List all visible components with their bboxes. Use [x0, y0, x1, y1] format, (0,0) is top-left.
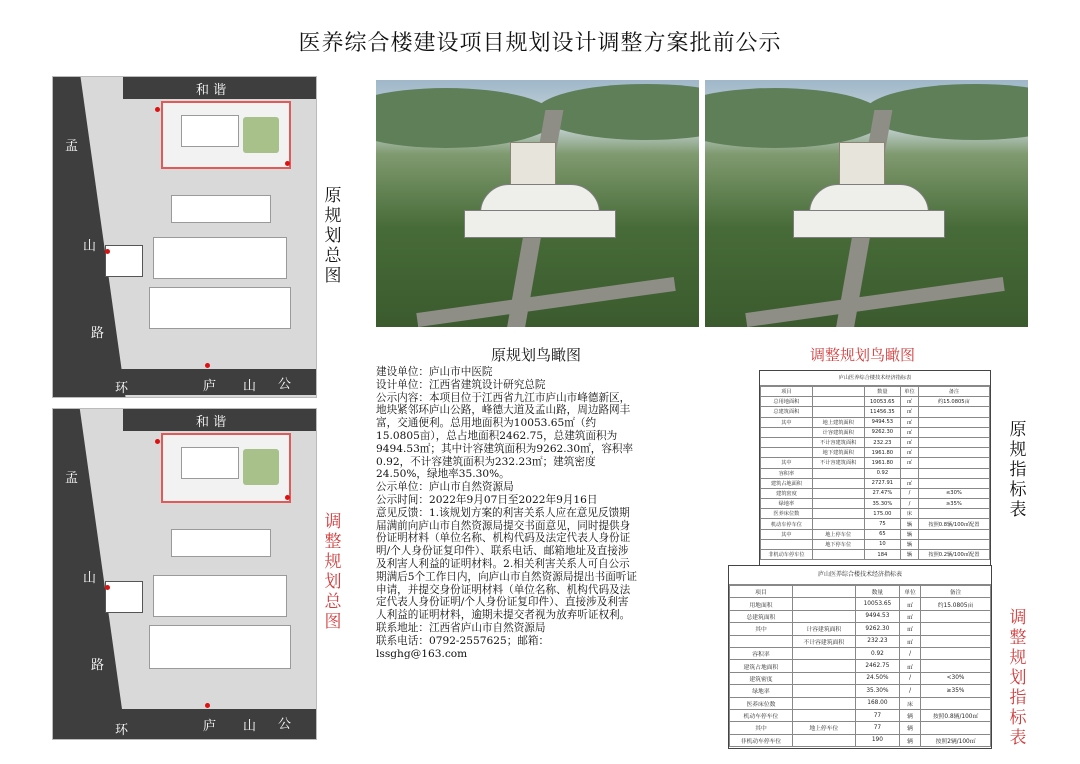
table-cell: 总建筑面积: [761, 407, 813, 417]
table-cell: [792, 697, 855, 709]
road-label-bottom-2: 庐: [203, 719, 217, 734]
table-cell: 其中: [761, 529, 813, 539]
table-caption: 庐山医养综合楼技术经济指标表: [729, 566, 991, 585]
road-label-left-1: 孟: [65, 139, 79, 154]
adjusted-index-table: [728, 565, 992, 749]
road-south: [53, 709, 316, 739]
tower-building: [510, 142, 556, 190]
table-cell: 辆: [900, 722, 921, 734]
table-row: [730, 635, 991, 647]
adjusted-master-plan: [52, 408, 317, 740]
label-original-plan: 原规划总图: [324, 186, 342, 286]
table-cell: 辆: [900, 734, 921, 746]
table-cell: [792, 647, 855, 659]
table-cell: [761, 539, 813, 549]
table-cell: 9262.30: [864, 427, 901, 437]
table-cell: 其中: [761, 417, 813, 427]
road: [416, 277, 675, 327]
caption-adjusted-aerial: 调整规划鸟瞰图: [810, 346, 916, 364]
label-adjusted-plan: 调整规划总图: [324, 512, 342, 632]
table-cell: 辆: [901, 519, 919, 529]
table-cell: [812, 407, 864, 417]
table-cell: 不计容建筑面积: [792, 635, 855, 647]
table-cell: /: [900, 647, 921, 659]
table-cell: [918, 509, 989, 519]
table-cell: 27.47%: [864, 488, 901, 498]
table-cell: 9494.53: [864, 417, 901, 427]
table-row: [730, 697, 991, 709]
table-row: [730, 660, 991, 672]
table-cell: [812, 499, 864, 509]
table-cell: 按照2辆/100㎡: [921, 734, 991, 746]
table-cell: [921, 722, 991, 734]
table-cell: [792, 586, 855, 598]
table-cell: 建筑密度: [761, 488, 813, 498]
table-cell: ㎡: [901, 437, 919, 447]
road-label-bottom-2: 庐: [203, 379, 217, 394]
road-label-bottom-1: 环: [115, 723, 129, 738]
table-cell: 容积率: [730, 647, 793, 659]
table-row: [761, 427, 990, 437]
building-d: [149, 287, 291, 329]
table-row: [761, 529, 990, 539]
table-cell: 175.00: [864, 509, 901, 519]
table-cell: 75: [864, 519, 901, 529]
table-cell: 不计容建筑面积: [812, 458, 864, 468]
table-cell: 按照0.2辆/100㎡配置: [918, 550, 989, 560]
table-cell: ≥35%: [918, 499, 989, 509]
table-cell: 计容建筑面积: [812, 427, 864, 437]
table-cell: 0.92: [864, 468, 901, 478]
notice-line: 公示单位：庐山市自然资源局: [376, 481, 514, 494]
table-cell: ㎡: [900, 598, 921, 610]
table-cell: 190: [855, 734, 899, 746]
table-cell: [918, 448, 989, 458]
table-cell: ㎡: [900, 635, 921, 647]
road: [745, 277, 1004, 327]
table-cell: [921, 647, 991, 659]
table-row: [730, 685, 991, 697]
hill: [705, 88, 885, 148]
table-cell: [812, 550, 864, 560]
table-cell: 建筑占地面积: [730, 660, 793, 672]
table-cell: [812, 387, 864, 397]
table-row: [761, 407, 990, 417]
table-row: [761, 478, 990, 488]
table-cell: 辆: [901, 539, 919, 549]
table-cell: 2462.75: [855, 660, 899, 672]
table-cell: [921, 697, 991, 709]
table-cell: 总用地面积: [761, 397, 813, 407]
table-cell: [918, 417, 989, 427]
table-cell: 77: [855, 722, 899, 734]
table-cell: 建筑占地面积: [761, 478, 813, 488]
table-cell: 约15.0805亩: [918, 397, 989, 407]
table-cell: [918, 407, 989, 417]
road-label-left-3: 路: [91, 658, 105, 673]
table-row: [761, 488, 990, 498]
table-cell: 地下建筑面积: [812, 448, 864, 458]
hill: [376, 88, 556, 148]
base-building: [793, 210, 945, 238]
building-c: [153, 237, 287, 279]
table-cell: 医养床位数: [730, 697, 793, 709]
table-cell: [792, 734, 855, 746]
table-cell: ≥35%: [921, 685, 991, 697]
table-cell: 绿地率: [730, 685, 793, 697]
table-cell: [918, 468, 989, 478]
table-row: [761, 417, 990, 427]
notice-line: 公示时间：2022年9月07日至2022年9月16日: [376, 493, 598, 506]
table-cell: 辆: [901, 550, 919, 560]
road-label-bottom-3: 山: [243, 719, 257, 734]
notice-line: 建设单位：庐山市中医院: [376, 366, 493, 378]
table-cell: 辆: [901, 529, 919, 539]
original-master-plan: [52, 76, 317, 398]
table-cell: 1961.80: [864, 448, 901, 458]
table-cell: 床: [900, 697, 921, 709]
table-cell: /: [901, 488, 919, 498]
table-cell: 地上建筑面积: [812, 417, 864, 427]
notice-line: 设计单位：江西省建筑设计研究总院: [376, 378, 546, 391]
table-cell: [812, 468, 864, 478]
table-row: [761, 397, 990, 407]
table-cell: 备注: [921, 586, 991, 598]
table-row: [761, 509, 990, 519]
table-row: [730, 734, 991, 746]
table-cell: 医养床位数: [761, 509, 813, 519]
original-index-table: [759, 370, 991, 588]
table-cell: [918, 529, 989, 539]
table-cell: 不计容建筑面积: [812, 437, 864, 447]
table-cell: 总建筑面积: [730, 610, 793, 622]
table-cell: ㎡: [900, 660, 921, 672]
table-cell: [730, 635, 793, 647]
marker: [205, 703, 210, 708]
table-cell: [812, 519, 864, 529]
road-south: [53, 369, 316, 395]
table-cell: <30%: [921, 672, 991, 684]
notice-line: 公示内容：本项目位于江西省九江市庐山市峰德新区，地块紧邻环庐山公路，峰德大道及孟山路，周边路网丰富，交通便利。总用地面积为10053.65㎡（约15.0805亩），总占地面积2462.75，总建筑面积为9494.53㎡；其中计容建筑面积为9262.30㎡，容积率0.92，不计容建筑面积为232.23㎡；建筑密度24.50%，绿地率35.30%。: [376, 391, 634, 481]
legend-box: [105, 245, 143, 277]
marker: [205, 363, 210, 368]
table-cell: 0.92: [855, 647, 899, 659]
table-cell: 35.30%: [855, 685, 899, 697]
building-main: [181, 447, 239, 479]
marker: [155, 439, 160, 444]
adjusted-aerial-render: [705, 80, 1028, 327]
table-cell: 单位: [901, 387, 919, 397]
table-cell: 9262.30: [855, 623, 899, 635]
marker: [105, 249, 110, 254]
table-cell: [812, 488, 864, 498]
table-row: [730, 709, 991, 721]
table-cell: [792, 709, 855, 721]
table-cell: 1961.80: [864, 458, 901, 468]
road-label-bottom-4: 公: [278, 377, 292, 392]
page-title: 医养综合楼建设项目规划设计调整方案批前公示: [298, 31, 782, 56]
table-row: [761, 458, 990, 468]
notice-line: 联系电话：0792-2557625；邮箱：lssghg@163.com: [376, 634, 550, 660]
label-adjusted-index: 调整规划指标表: [1009, 608, 1027, 748]
table-row: [730, 598, 991, 610]
road-label-left-1: 孟: [65, 471, 79, 486]
table-cell: 计容建筑面积: [792, 623, 855, 635]
table-cell: ㎡: [901, 448, 919, 458]
table-cell: 机动车停车位: [761, 519, 813, 529]
table-cell: [761, 437, 813, 447]
table-cell: [918, 478, 989, 488]
table-cell: ㎡: [901, 478, 919, 488]
table-cell: 232.23: [864, 437, 901, 447]
table-cell: [792, 610, 855, 622]
table-cell: 项目: [761, 387, 813, 397]
table-cell: [812, 478, 864, 488]
table-cell: [918, 458, 989, 468]
table-cell: ㎡: [901, 407, 919, 417]
table-cell: [761, 427, 813, 437]
table-cell: 10053.65: [864, 397, 901, 407]
table-cell: [921, 635, 991, 647]
notice-line: 意见反馈：1.该规划方案的利害关系人应在意见反馈期届满前向庐山市自然资源局提交书面意见，同时提供身份证明材料（单位名称、机构代码及法定代表人身份证明/个人身份证复印件）、联系电话、邮箱地址及直接涉及利害人利益的证明材料。2.相关利害关系人可自公示期满后5个工作日内，向庐山市自然资源局提出书面听证申请，并提交身份证明材料（单位名称、机构代码及法定代表人身份证明/个人身份证复印件）、直接涉及利害人利益的证明材料，逾期未提交者视为放弃听证权利。: [376, 506, 637, 622]
table-row: [730, 623, 991, 635]
table-cell: ㎡: [901, 427, 919, 437]
table-cell: 9494.53: [855, 610, 899, 622]
table-cell: 10: [864, 539, 901, 549]
table-cell: 单位: [900, 586, 921, 598]
notice-text: [376, 366, 638, 660]
marker: [155, 107, 160, 112]
table-cell: 非机动车停车位: [730, 734, 793, 746]
green-area: [243, 117, 279, 153]
table-cell: /: [901, 499, 919, 509]
table-row: [761, 499, 990, 509]
table-cell: [792, 660, 855, 672]
table-cell: 建筑密度: [730, 672, 793, 684]
table-cell: /: [900, 685, 921, 697]
table-cell: 辆: [900, 709, 921, 721]
caption-original-aerial: 原规划鸟瞰图: [491, 346, 582, 364]
table-cell: 数量: [864, 387, 901, 397]
table-cell: 77: [855, 709, 899, 721]
table-header-row: [730, 586, 991, 598]
table-cell: [921, 610, 991, 622]
table-cell: [812, 509, 864, 519]
table-cell: 24.50%: [855, 672, 899, 684]
road-label-left-3: 路: [91, 326, 105, 341]
table-cell: /: [900, 672, 921, 684]
table-row: [761, 448, 990, 458]
table-cell: 机动车停车位: [730, 709, 793, 721]
tower-building: [839, 142, 885, 190]
table-cell: 其中: [730, 623, 793, 635]
table-cell: 地上停车位: [812, 529, 864, 539]
table-cell: 35.30%: [864, 499, 901, 509]
table-cell: 按照0.8辆/100㎡配置: [918, 519, 989, 529]
table-cell: 184: [864, 550, 901, 560]
marker: [105, 585, 110, 590]
table-row: [761, 468, 990, 478]
table-cell: 非机动车停车位: [761, 550, 813, 560]
table-cell: [792, 672, 855, 684]
table-cell: 其中: [761, 458, 813, 468]
original-aerial-render: [376, 80, 699, 327]
notice-line: 联系地址：江西省庐山市自然资源局: [376, 621, 546, 634]
table-cell: [792, 685, 855, 697]
table-row: [761, 437, 990, 447]
table-cell: ㎡: [901, 458, 919, 468]
table-cell: 65: [864, 529, 901, 539]
road-label-bottom-3: 山: [243, 379, 257, 394]
table-cell: [792, 598, 855, 610]
road-label-bottom-4: 公: [278, 717, 292, 732]
road-label-top: 和 谐: [196, 415, 227, 430]
table-cell: 其中: [730, 722, 793, 734]
table-caption: 庐山医养综合楼技术经济指标表: [760, 371, 990, 386]
table-cell: 168.00: [855, 697, 899, 709]
building-c: [153, 575, 287, 617]
legend-box: [105, 581, 143, 613]
table-cell: [918, 427, 989, 437]
table-cell: 容积率: [761, 468, 813, 478]
table-row: [730, 647, 991, 659]
table-cell: 10053.65: [855, 598, 899, 610]
road-label-left-2: 山: [83, 239, 97, 254]
table-cell: 地下停车位: [812, 539, 864, 549]
building-d: [149, 625, 291, 669]
table-cell: 绿地率: [761, 499, 813, 509]
green-area: [243, 449, 279, 485]
base-building: [464, 210, 616, 238]
table-row: [761, 539, 990, 549]
table-cell: ㎡: [901, 397, 919, 407]
table-cell: [812, 397, 864, 407]
table-cell: [918, 437, 989, 447]
table-cell: 按照0.8辆/100㎡: [921, 709, 991, 721]
table-cell: 11456.35: [864, 407, 901, 417]
table-row: [761, 550, 990, 560]
label-original-index: 原规指标表: [1009, 420, 1027, 520]
table-cell: ≤30%: [918, 488, 989, 498]
table-row: [730, 722, 991, 734]
building-b: [171, 195, 271, 223]
table-cell: 2727.91: [864, 478, 901, 488]
table-cell: [921, 623, 991, 635]
road-label-left-2: 山: [83, 571, 97, 586]
table-row: [730, 672, 991, 684]
table-cell: 项目: [730, 586, 793, 598]
table-cell: 约15.0805亩: [921, 598, 991, 610]
table-cell: 地上停车位: [792, 722, 855, 734]
table-cell: 232.23: [855, 635, 899, 647]
table-cell: [918, 539, 989, 549]
table-header-row: [761, 387, 990, 397]
table-cell: 床: [901, 509, 919, 519]
marker: [285, 161, 290, 166]
table-cell: 备注: [918, 387, 989, 397]
building-main: [181, 115, 239, 147]
road-label-top: 和 谐: [196, 83, 227, 98]
table-cell: [761, 448, 813, 458]
table-cell: [901, 468, 919, 478]
table-cell: 数量: [855, 586, 899, 598]
table-row: [761, 519, 990, 529]
table-row: [730, 610, 991, 622]
table-cell: ㎡: [900, 610, 921, 622]
table-cell: ㎡: [900, 623, 921, 635]
table-cell: [921, 660, 991, 672]
marker: [285, 495, 290, 500]
table-cell: 用地面积: [730, 598, 793, 610]
road-label-bottom-1: 环: [115, 381, 129, 396]
building-b: [171, 529, 271, 557]
table-cell: ㎡: [901, 417, 919, 427]
